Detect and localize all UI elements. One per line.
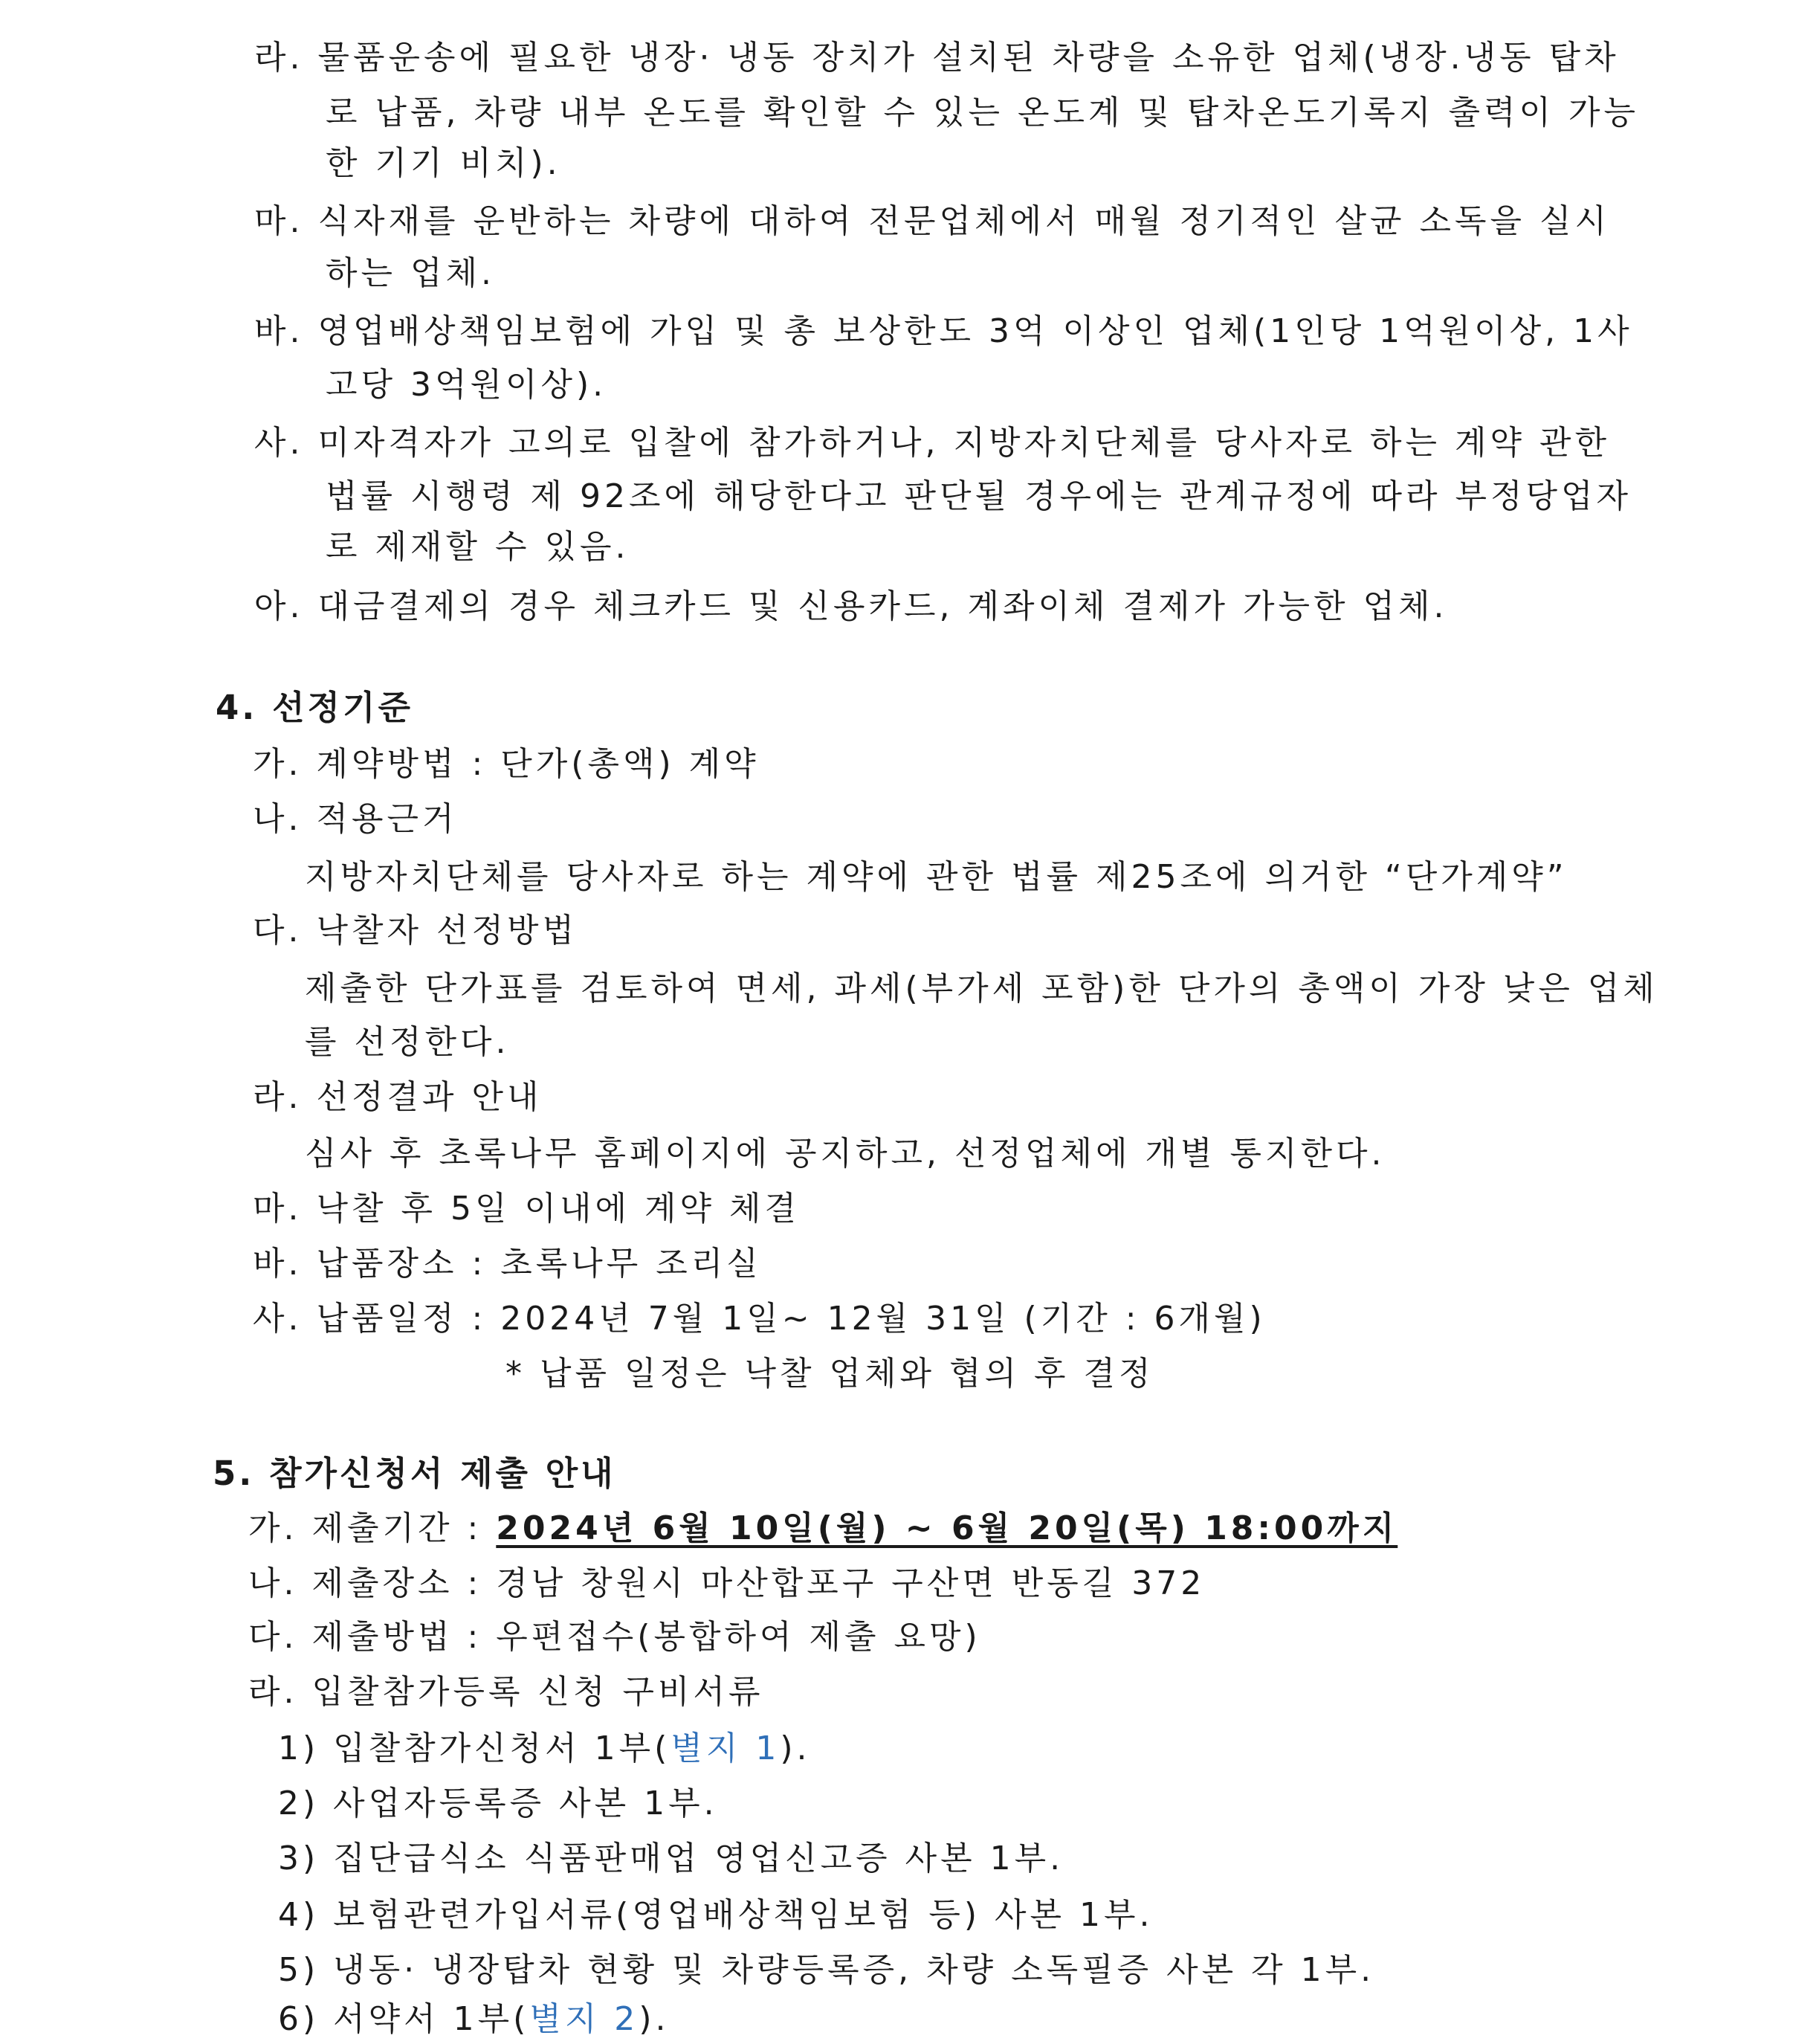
s4-item-na: 나. 적용근거 [253,800,458,838]
annex-2-link[interactable]: 별지 2 [529,2000,639,2038]
s4-item-ra: 라. 선정결과 안내 [253,1078,543,1116]
doc-item-suffix: ). [639,2000,670,2038]
s5-doc-item-3 [278,1837,1064,1881]
s4-item-ba: 바. 납품장소 : 초록나무 조리실 [253,1245,762,1283]
s5-item-ga [248,1506,1397,1551]
item-ma-line2: 하는 업체. [326,254,495,292]
annex-1-link[interactable]: 별지 1 [671,1729,781,1767]
s4-item-da-body-line2: 를 선정한다. [305,1023,510,1061]
doc-item-text: 4) 보험관련가입서류(영업배상책임보험 등) 사본 1부. [278,1896,1154,1934]
item-sa-line3: 로 제재할 수 있음. [326,528,630,566]
item-a-line1: 아. 대금결제의 경우 체크카드 및 신용카드, 계좌이체 결제가 가능한 업체. [254,587,1448,625]
section5-heading: 5. 참가신청서 제출 안내 [213,1454,616,1493]
item-ra-line2: 로 납품, 차량 내부 온도를 확인할 수 있는 온도계 및 탑차온도기록지 출력이 가능 [326,94,1639,132]
item-sa-line1: 사. 미자격자가 고의로 입찰에 참가하거나, 지방자치단체를 당사자로 하는 계약 관한 [254,424,1610,462]
s4-item-da: 다. 낙찰자 선정방법 [253,912,578,950]
doc-item-text: 6) 서약서 1부( [278,2000,530,2038]
s5-doc-item-6 [278,1997,669,2042]
s4-item-ra-body: 심사 후 초록나무 홈페이지에 공지하고, 선정업체에 개별 통지한다. [305,1135,1386,1173]
s4-item-ma: 마. 낙찰 후 5일 이내에 계약 체결 [253,1190,800,1228]
s5-item-ra: 라. 입찰참가등록 신청 구비서류 [248,1673,764,1711]
item-ba-line1: 바. 영업배상책임보험에 가입 및 총 보상한도 3억 이상인 업체(1인당 1억원이상, 1사 [254,312,1633,350]
s5-doc-item-1 [278,1727,810,1771]
s5-ga-deadline: 2024년 6월 10일(월) ~ 6월 20일(목) 18:00까지 [496,1509,1398,1547]
s5-doc-item-2 [278,1782,718,1826]
s4-item-na-body: 지방자치단체를 당사자로 하는 계약에 관한 법률 제25조에 의거한 “단가계약” [305,858,1568,896]
s4-item-ga: 가. 계약방법 : 단가(총액) 계약 [253,745,760,783]
item-ra-line1: 라. 물품운송에 필요한 냉장· 냉동 장치가 설치된 차량을 소유한 업체(냉장.냉동 탑차 [254,39,1620,77]
item-ba-line2: 고당 3억원이상). [326,366,607,404]
doc-item-text: 3) 집단급식소 식품판매업 영업신고증 사본 1부. [278,1840,1064,1877]
s4-item-da-body-line1: 제출한 단가표를 검토하여 면세, 과세(부가세 포함)한 단가의 총액이 가장 낮은 업체 [305,970,1658,1008]
doc-item-text: 5) 냉동· 냉장탑차 현황 및 차량등록증, 차량 소독필증 사본 각 1부. [278,1951,1375,1989]
doc-item-text: 2) 사업자등록증 사본 1부. [278,1785,718,1822]
section4-heading: 4. 선정기준 [216,688,413,727]
s5-doc-item-5 [278,1948,1374,1993]
item-sa-line2: 법률 시행령 제 92조에 해당한다고 판단될 경우에는 관계규정에 따라 부정당업자 [326,477,1632,515]
doc-item-suffix: ). [780,1729,811,1767]
item-ma-line1: 마. 식자재를 운반하는 차량에 대하여 전문업체에서 매월 정기적인 살균 소독을 실시 [254,202,1610,240]
s5-ga-label: 가. 제출기간 : [248,1509,497,1547]
s5-item-da: 다. 제출방법 : 우편접수(봉합하여 제출 요망) [248,1618,981,1656]
item-ra-line3: 한 기기 비치). [326,144,561,182]
s4-item-sa: 사. 납품일정 : 2024년 7월 1일~ 12월 31일 (기간 : 6개월) [253,1300,1266,1338]
s4-item-sa-note: * 납품 일정은 낙찰 업체와 협의 후 결정 [505,1355,1154,1393]
s5-doc-item-4 [278,1893,1154,1938]
s5-item-na: 나. 제출장소 : 경남 창원시 마산합포구 구산면 반동길 372 [248,1564,1206,1602]
doc-item-text: 1) 입찰참가신청서 1부( [278,1729,671,1767]
